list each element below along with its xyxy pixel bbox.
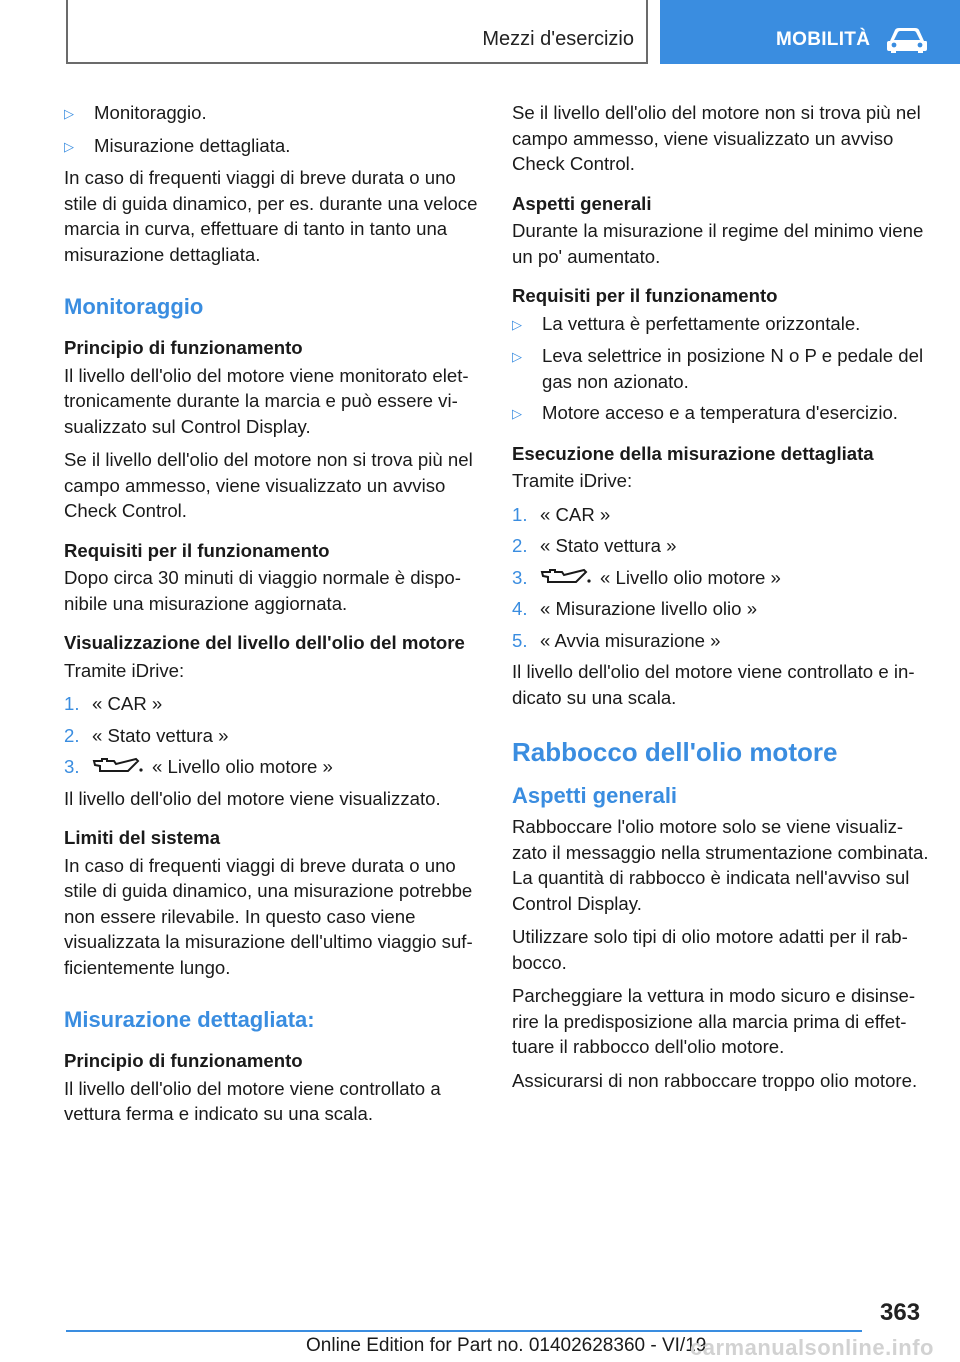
paragraph: In caso di frequenti viaggi di breve durata o uno stile di guida dinamico, una misurazione potrebbe non essere rilevabile. In questo caso viene visualizzata la misurazione dell'ultimo viaggio sufficientemente lungo. (64, 854, 473, 978)
step-item (64, 754, 482, 780)
step-item (64, 723, 482, 749)
list-item (512, 311, 930, 338)
step-text: « Stato vettura » (92, 724, 229, 746)
paragraph: Durante la misurazione il regime del minimo viene un po' aumentato. (512, 220, 924, 267)
header-section-box (66, 0, 648, 64)
paragraph: Il livello dell'olio del motore viene controllato a vettura ferma e indicato su una scala. (64, 1077, 441, 1124)
paragraph: Parcheggiare la vettura in modo sicuro e disinserire la predisposizione alla marcia prima di effettuare il rabbocco dell'olio motore. (512, 985, 916, 1057)
oil-can-icon (92, 756, 144, 776)
paragraph: Se il livello dell'olio del motore non si trova più nel campo ammesso, viene visualizzato un avviso Check Control. (512, 102, 921, 174)
right-column (512, 100, 930, 1101)
footer-divider (66, 1330, 862, 1332)
paragraph: Dopo circa 30 minuti di viaggio normale è disponibile una misurazione aggiornata. (64, 567, 461, 614)
paragraph: Se il livello dell'olio del motore non si trova più nel campo ammesso, viene visualizzato un avviso Check Control. (64, 449, 473, 521)
heading-rabbocco: Rabbocco dell'olio motore (512, 737, 838, 767)
chapter-title: MOBILITÀ (776, 29, 871, 50)
bullet-text: Leva selettrice in posizione N o P e pedale del gas non azionato. (542, 345, 924, 392)
step-text: « CAR » (540, 503, 611, 525)
footer-edition: Online Edition for Part no. 01402628360 - VI/19 (306, 1335, 707, 1356)
header-chapter-box (660, 0, 960, 64)
step-item (512, 628, 930, 654)
paragraph: Utilizzare solo tipi di olio motore adatti per il rabbocco. (512, 926, 908, 973)
list-item (64, 100, 482, 127)
triangle-bullet-icon: ▷ (64, 106, 74, 121)
heading-requisiti: Requisiti per il funzionamento (64, 539, 330, 561)
step-text: « Misurazione livello olio » (540, 598, 758, 619)
heading-aspetti-2: Aspetti generali (512, 783, 678, 808)
step-number: 5. (512, 629, 528, 651)
list-item (512, 400, 930, 427)
heading-misurazione: Misurazione dettagliata: (64, 1007, 315, 1032)
intro-paragraph: In caso di frequenti viaggi di breve durata o uno stile di guida dinamico, per es. durante una veloce marcia in curva, effettuare di tanto in tanto una misurazione dettagliata. (64, 167, 478, 265)
paragraph: Il livello dell'olio del motore viene visualizzato. (64, 787, 441, 809)
list-item (512, 343, 930, 394)
step-text: « Avvia misurazione » (540, 629, 721, 651)
bullet-text: Misurazione dettagliata. (94, 134, 291, 156)
step-number: 3. (512, 566, 528, 588)
step-item (512, 596, 930, 622)
heading-esecuzione: Esecuzione della misurazione dettagliata (512, 442, 874, 464)
triangle-bullet-icon: ▷ (512, 406, 522, 421)
bullet-text: La vettura è perfettamente orizzontale. (542, 312, 861, 334)
car-icon (886, 24, 928, 54)
step-number: 1. (512, 503, 528, 525)
step-number: 3. (64, 756, 80, 777)
watermark: carmanualsonline.info (690, 1335, 934, 1360)
triangle-bullet-icon: ▷ (512, 316, 522, 332)
paragraph: Il livello dell'olio del motore viene monitorato elettronicamente durante la marcia e può essere visualizzato sul Control Display. (64, 364, 469, 437)
step-number: 4. (512, 598, 528, 619)
step-text: « Stato vettura » (540, 535, 677, 556)
heading-requisiti: Requisiti per il funzionamento (512, 285, 778, 306)
heading-monitoraggio: Monitoraggio (64, 294, 204, 319)
step-text: « CAR » (92, 693, 163, 714)
bullet-text: Motore acceso e a temperatura d'esercizio. (542, 402, 898, 423)
step-item (512, 502, 930, 528)
step-number: 2. (64, 724, 80, 746)
heading-visualizzazione: Visualizzazione del livello dell'olio del motore (64, 632, 465, 653)
step-text: « Livello olio motore » (600, 566, 781, 588)
heading-principio: Principio di funzionamento (64, 337, 303, 358)
step-item (64, 691, 482, 717)
triangle-bullet-icon: ▷ (512, 349, 522, 364)
paragraph: Rabboccare l'olio motore solo se viene visualizzato il messaggio nella strumentazione combinata. La quantità di rabbocco è indicata nell'avviso sul Control Display. (512, 816, 929, 914)
heading-aspetti: Aspetti generali (512, 192, 652, 214)
list-item (64, 133, 482, 160)
page-number: 363 (880, 1299, 921, 1326)
paragraph: Il livello dell'olio del motore viene controllato e indicato su una scala. (512, 661, 915, 708)
paragraph: Assicurarsi di non rabboccare troppo olio motore. (512, 1069, 918, 1091)
paragraph: Tramite iDrive: (512, 470, 633, 491)
oil-can-icon (540, 567, 592, 587)
paragraph: Tramite iDrive: (64, 659, 185, 681)
step-item (512, 565, 930, 591)
bullet-text: Monitoraggio. (94, 102, 207, 123)
heading-principio-2: Principio di funzionamento (64, 1050, 303, 1071)
step-text: « Livello olio motore » (152, 756, 333, 777)
heading-limiti: Limiti del sistema (64, 827, 221, 848)
triangle-bullet-icon: ▷ (64, 138, 74, 154)
step-item (512, 533, 930, 559)
left-column (64, 100, 482, 1135)
step-number: 1. (64, 693, 80, 714)
section-title: Mezzi d'esercizio (482, 28, 634, 50)
step-number: 2. (512, 535, 528, 556)
